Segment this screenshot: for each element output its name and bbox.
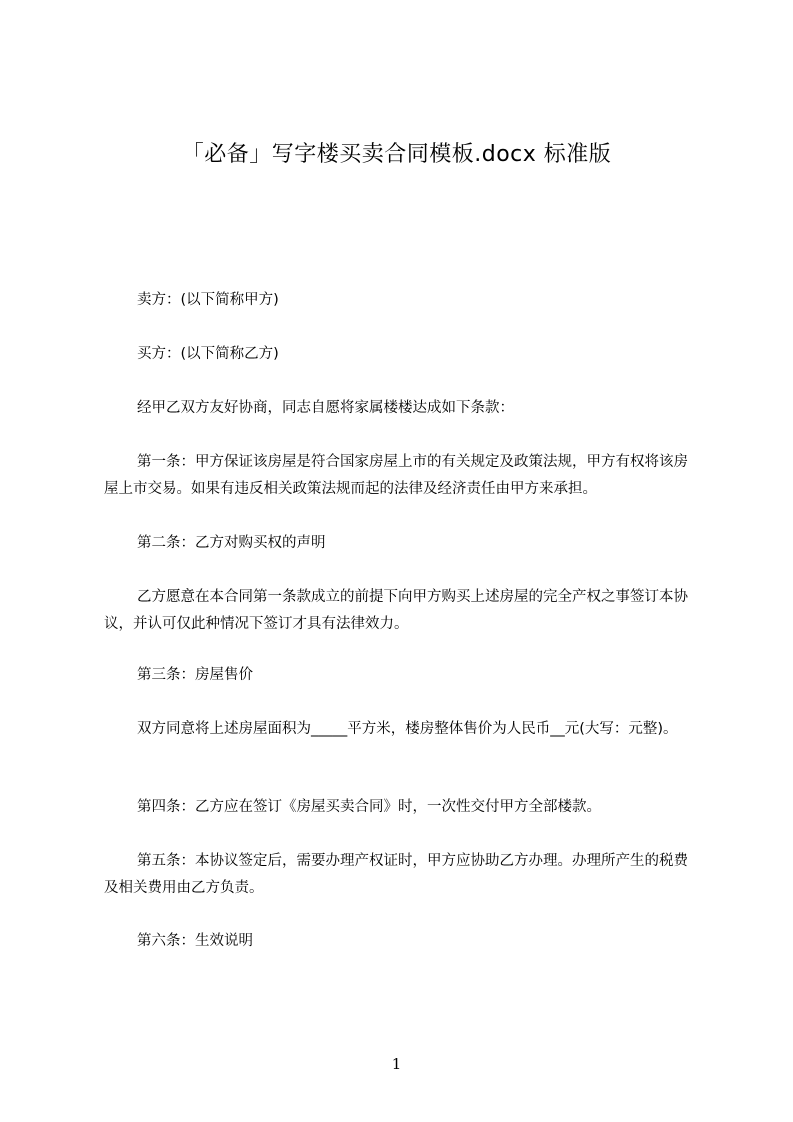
paragraph-article-4: 第四条：乙方应在签订《房屋买卖合同》时，一次性交付甲方全部楼款。 (137, 799, 601, 815)
paragraph-article-3-body: 双方同意将上述房屋面积为_____平方米，楼房整体售价为人民币__元(大写：元整)。 (137, 721, 678, 737)
paragraph-article-6-heading: 第六条：生效说明 (137, 933, 253, 949)
paragraph-article-1: 第一条：甲方保证该房屋是符合国家房屋上市的有关规定及政策法规，甲方有权将该房屋上市交易。如果有违反相关政策法规而起的法律及经济责任由甲方来承担。 (104, 454, 688, 497)
paragraph-buyer: 买方：(以下简称乙方) (137, 346, 279, 362)
document-title: 「必备」写字楼买卖合同模板.docx 标准版 (181, 142, 612, 167)
paragraph-article-2-body: 乙方愿意在本合同第一条款成立的前提下向甲方购买上述房屋的完全产权之事签订本协议，并认可仅此种情况下签订才具有法律效力。 (104, 589, 688, 632)
page-number: 1 (391, 1055, 402, 1073)
paragraph-seller: 卖方：(以下简称甲方) (137, 292, 279, 308)
paragraph-article-3-heading: 第三条：房屋售价 (137, 667, 253, 683)
paragraph-article-5: 第五条：本协议签定后，需要办理产权证时，甲方应协助乙方办理。办理所产生的税费及相关费用由乙方负责。 (104, 853, 688, 896)
paragraph-article-2-heading: 第二条：乙方对购买权的声明 (137, 535, 326, 551)
paragraph-intro: 经甲乙双方友好协商，同志自愿将家属楼楼达成如下条款： (137, 400, 514, 416)
